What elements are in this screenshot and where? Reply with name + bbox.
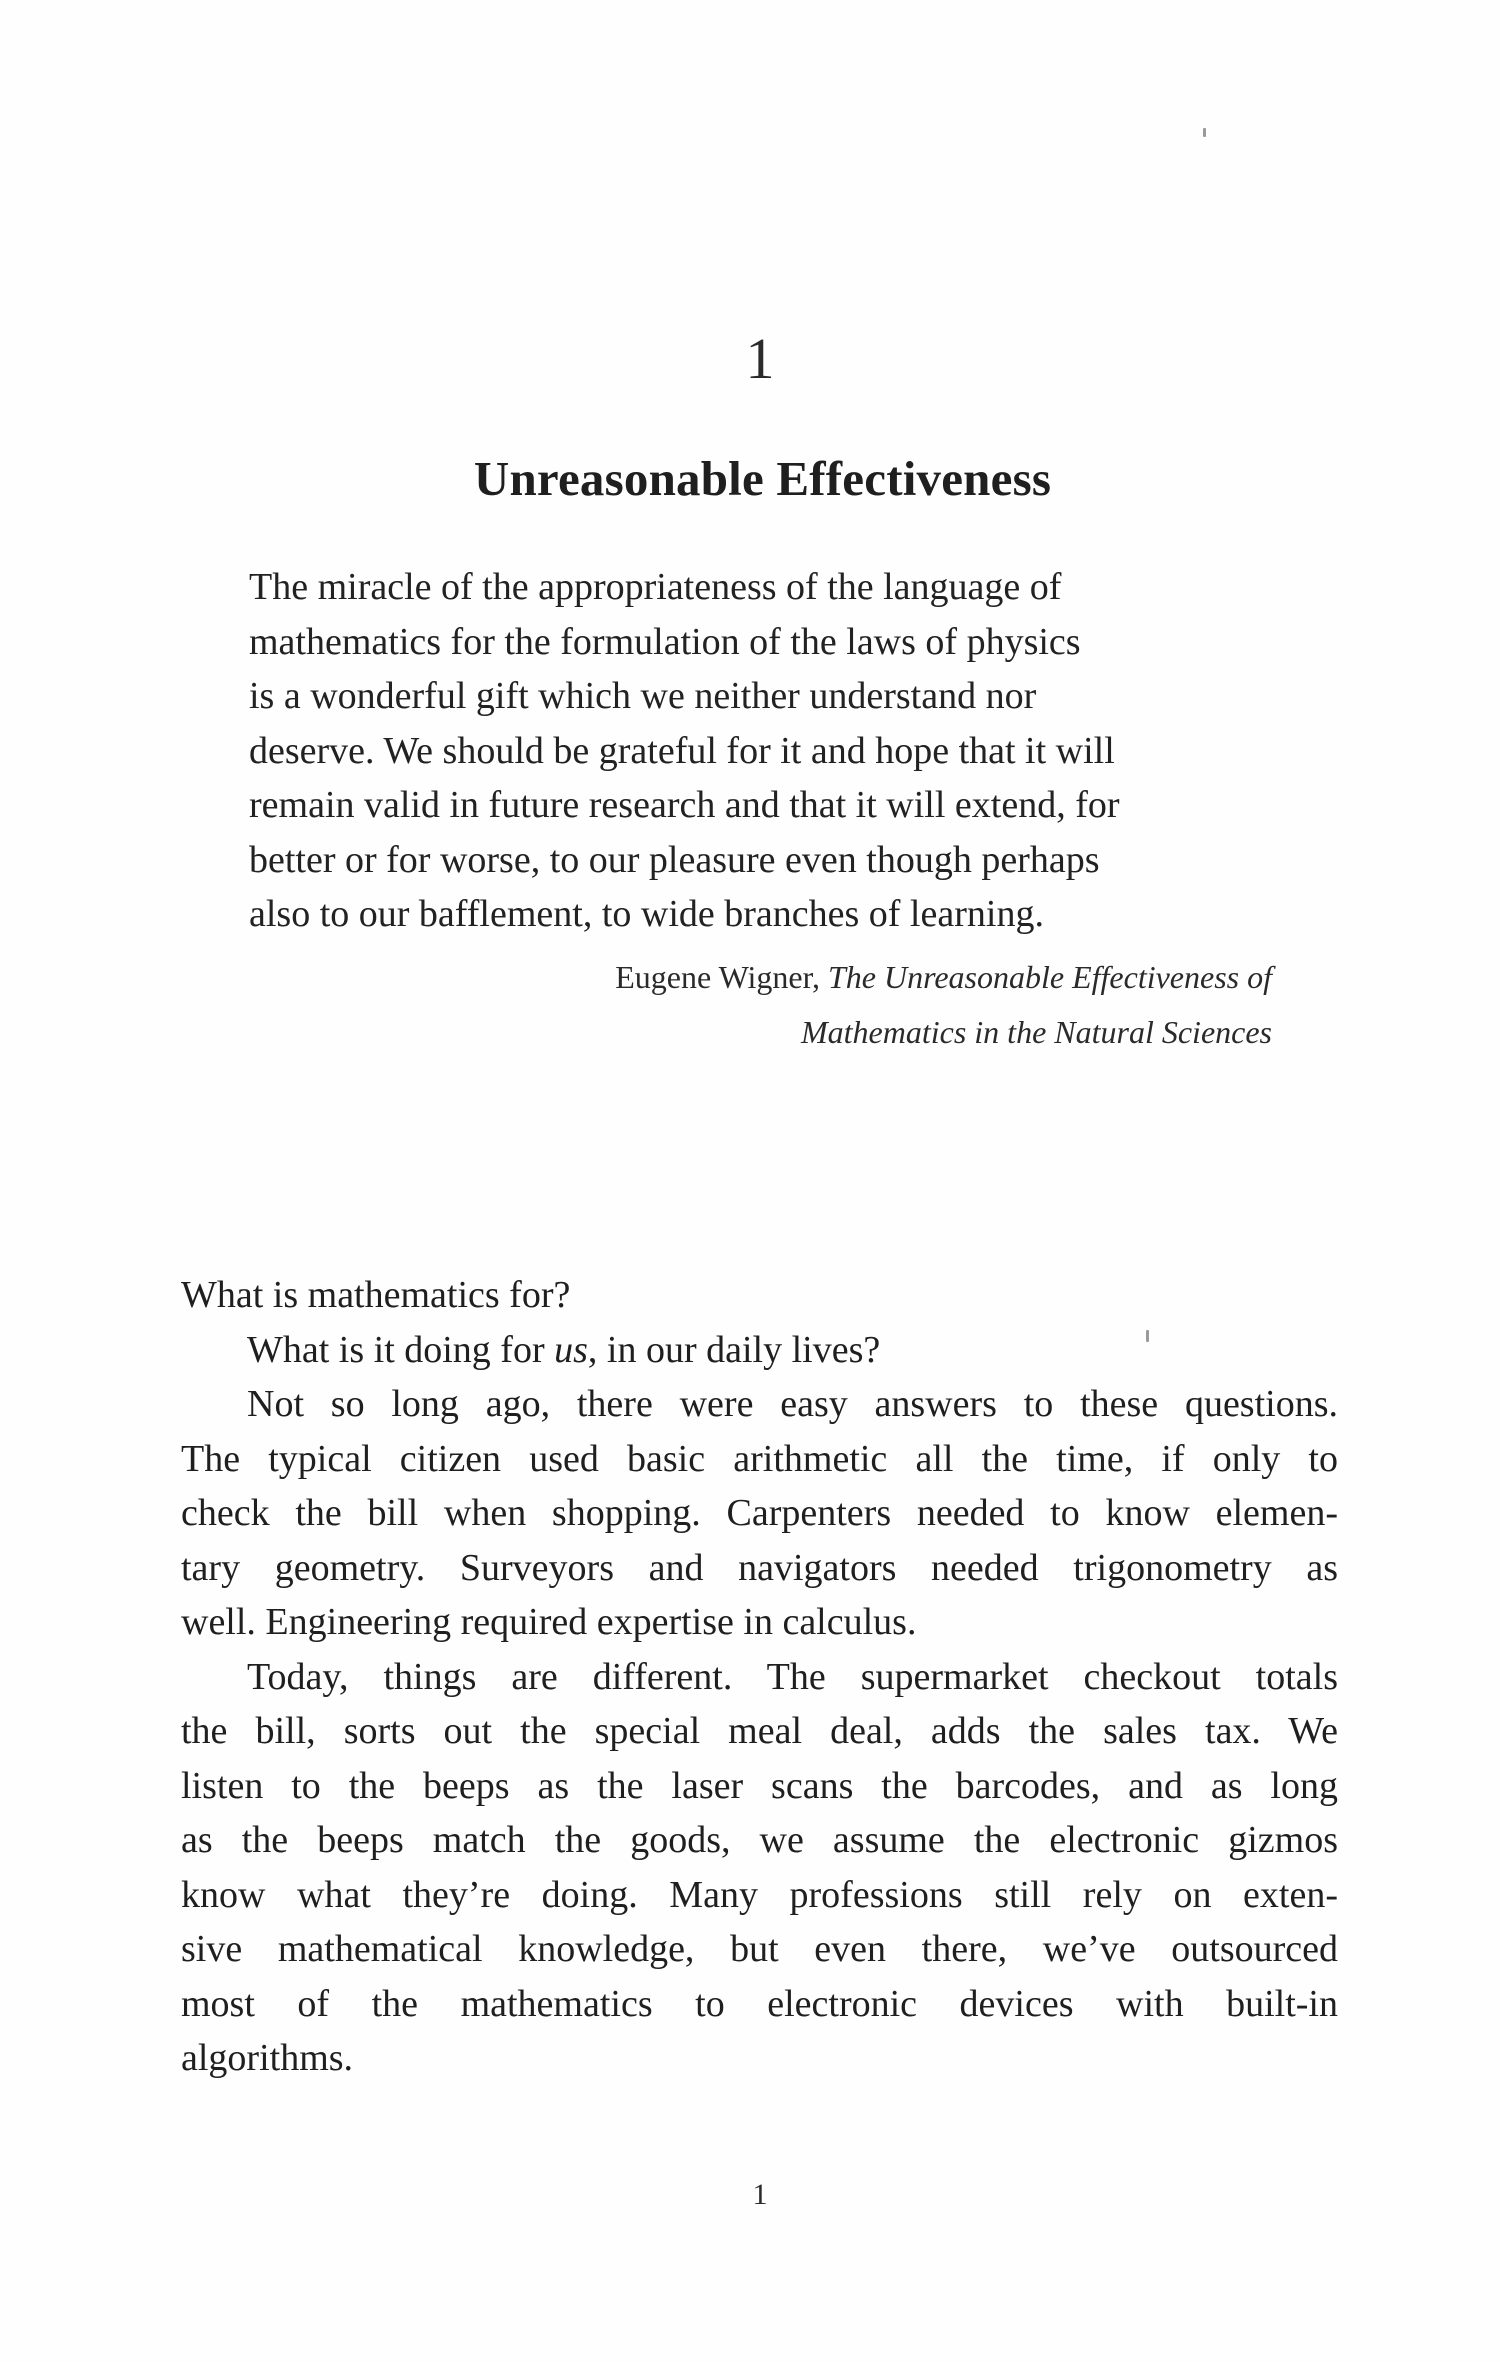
epigraph-line: mathematics for the formulation of the laws of physics bbox=[249, 620, 1081, 663]
body-line: the bill, sorts out the special meal deal, adds the sales tax. We bbox=[181, 1710, 1338, 1752]
epigraph-line: remain valid in future research and that it will extend, for bbox=[249, 784, 1120, 826]
body-line: as the beeps match the goods, we assume the electronic gizmos bbox=[181, 1819, 1338, 1861]
page-number: 1 bbox=[752, 2178, 768, 2211]
epigraph-line: is a wonderful gift which we neither understand nor bbox=[249, 675, 1037, 717]
attribution-work-title: The Unreasonable Effectiveness of bbox=[827, 959, 1272, 995]
body-line: Not so long ago, there were easy answers to these questions. bbox=[247, 1383, 1338, 1425]
body-line: What is mathematics for? bbox=[181, 1274, 571, 1316]
body-line: algorithms. bbox=[181, 2037, 354, 2079]
epigraph-line: The miracle of the appropriateness of the language of bbox=[249, 566, 1062, 608]
chapter-number: 1 bbox=[745, 326, 775, 391]
attribution-author: Eugene Wigner, bbox=[615, 959, 820, 995]
body-line: know what they’re doing. Many professions still rely on exten- bbox=[181, 1873, 1338, 1916]
scan-speck bbox=[1203, 128, 1206, 137]
body-line: most of the mathematics to electronic devices with built-in bbox=[181, 1982, 1338, 2025]
body-line-part: What is it doing for bbox=[247, 1328, 555, 1371]
epigraph-quote bbox=[249, 560, 1289, 942]
chapter-title: Unreasonable Effectiveness bbox=[473, 451, 1052, 506]
body-line: tary geometry. Surveyors and navigators needed trigonometry as bbox=[181, 1546, 1338, 1589]
body-line: check the bill when shopping. Carpenters needed to know elemen- bbox=[181, 1492, 1338, 1534]
attribution-line-2 bbox=[372, 1005, 1272, 1060]
attribution-work-title-cont: Mathematics in the Natural Sciences bbox=[800, 1013, 1272, 1050]
epigraph-line: also to our bafflement, to wide branches of learning. bbox=[249, 893, 1044, 935]
epigraph-line: better or for worse, to our pleasure even though perhaps bbox=[249, 838, 1100, 881]
body-line bbox=[181, 1323, 1338, 1378]
epigraph-line: deserve. We should be grateful for it and hope that it will bbox=[249, 729, 1115, 772]
body-line: The typical citizen used basic arithmetic all the time, if only to bbox=[181, 1437, 1338, 1480]
body-line-part: , in our daily lives? bbox=[587, 1328, 881, 1371]
body-line: listen to the beeps as the laser scans the barcodes, and as long bbox=[181, 1764, 1338, 1807]
attribution-line-1 bbox=[372, 950, 1272, 1005]
body-line: well. Engineering required expertise in calculus. bbox=[181, 1601, 917, 1643]
body-line: sive mathematical knowledge, but even there, we’ve outsourced bbox=[181, 1928, 1338, 1970]
epigraph-attribution bbox=[372, 950, 1272, 1059]
scan-speck bbox=[1146, 1330, 1149, 1342]
body-line: Today, things are different. The supermarket checkout totals bbox=[247, 1655, 1338, 1698]
body-emphasis: us bbox=[554, 1328, 588, 1371]
body-text bbox=[181, 1268, 1338, 2086]
